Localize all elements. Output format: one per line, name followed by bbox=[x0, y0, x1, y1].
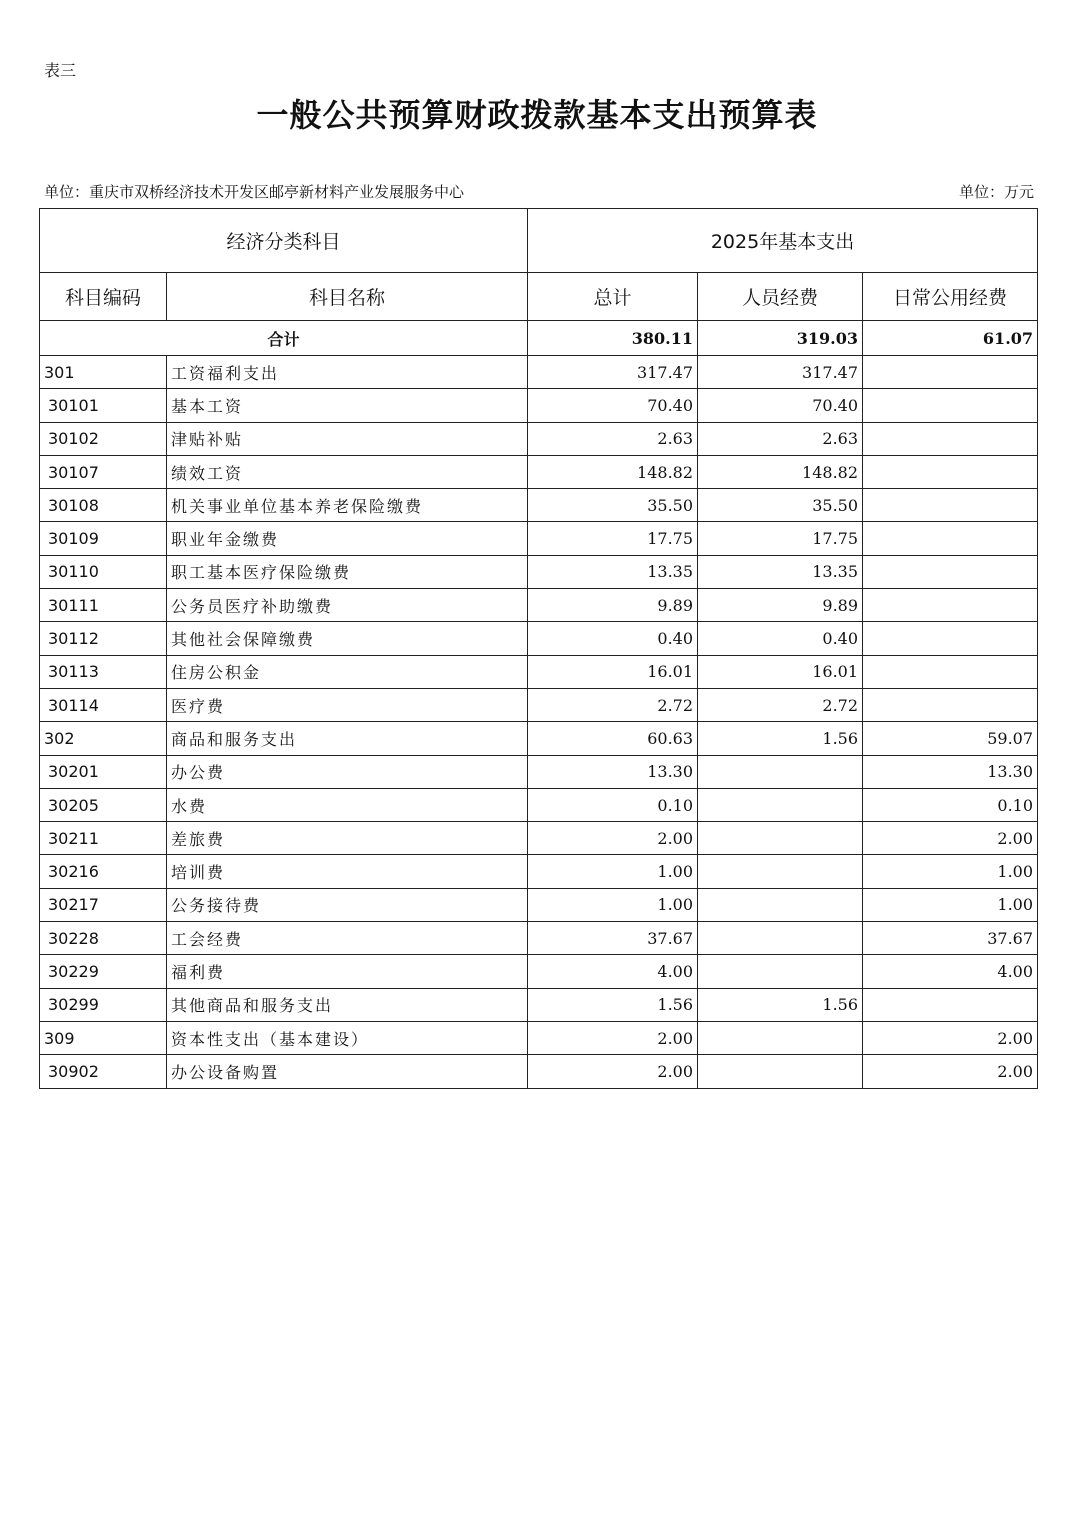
row-name: 其他社会保障缴费 bbox=[167, 622, 528, 655]
row-code: 30201 bbox=[40, 755, 167, 788]
row-personnel: 9.89 bbox=[698, 589, 863, 622]
row-total: 9.89 bbox=[528, 589, 698, 622]
row-personnel bbox=[698, 922, 863, 955]
row-personnel: 70.40 bbox=[698, 389, 863, 422]
table-row bbox=[40, 422, 1038, 455]
header-basic-expenditure-2025: 2025年基本支出 bbox=[528, 209, 1038, 273]
row-personnel: 148.82 bbox=[698, 455, 863, 488]
row-total: 1.56 bbox=[528, 988, 698, 1021]
row-name: 绩效工资 bbox=[167, 455, 528, 488]
row-public: 1.00 bbox=[863, 855, 1038, 888]
table-label: 表三 bbox=[44, 61, 77, 80]
row-total: 317.47 bbox=[528, 356, 698, 389]
header-economic-classification: 经济分类科目 bbox=[40, 209, 528, 273]
row-code: 309 bbox=[40, 1021, 167, 1054]
row-public: 2.00 bbox=[863, 1055, 1038, 1088]
row-total: 16.01 bbox=[528, 655, 698, 688]
row-code: 302 bbox=[40, 722, 167, 755]
page-title: 一般公共预算财政拨款基本支出预算表 bbox=[256, 96, 818, 134]
row-total: 1.00 bbox=[528, 855, 698, 888]
row-total: 2.00 bbox=[528, 822, 698, 855]
row-name: 医疗费 bbox=[167, 688, 528, 721]
row-public bbox=[863, 389, 1038, 422]
row-total: 4.00 bbox=[528, 955, 698, 988]
row-code: 301 bbox=[40, 356, 167, 389]
row-public: 37.67 bbox=[863, 922, 1038, 955]
table-row bbox=[40, 555, 1038, 588]
row-name: 办公费 bbox=[167, 755, 528, 788]
row-code: 30101 bbox=[40, 389, 167, 422]
row-code: 30229 bbox=[40, 955, 167, 988]
row-personnel bbox=[698, 1021, 863, 1054]
row-code: 30110 bbox=[40, 555, 167, 588]
header-code: 科目编码 bbox=[40, 273, 167, 321]
row-code: 30211 bbox=[40, 822, 167, 855]
row-public: 2.00 bbox=[863, 822, 1038, 855]
total-personnel: 319.03 bbox=[698, 321, 863, 356]
table-row bbox=[40, 622, 1038, 655]
table-row bbox=[40, 955, 1038, 988]
unit-organization: 单位：重庆市双桥经济技术开发区邮亭新材料产业发展服务中心 bbox=[44, 183, 465, 201]
row-public bbox=[863, 622, 1038, 655]
row-total: 2.72 bbox=[528, 688, 698, 721]
total-public: 61.07 bbox=[863, 321, 1038, 356]
row-public bbox=[863, 688, 1038, 721]
row-code: 30902 bbox=[40, 1055, 167, 1088]
row-total: 2.00 bbox=[528, 1021, 698, 1054]
row-public bbox=[863, 988, 1038, 1021]
row-public bbox=[863, 555, 1038, 588]
table-row bbox=[40, 788, 1038, 821]
row-public bbox=[863, 422, 1038, 455]
row-personnel bbox=[698, 955, 863, 988]
row-name: 福利费 bbox=[167, 955, 528, 988]
row-public bbox=[863, 455, 1038, 488]
header-public: 日常公用经费 bbox=[863, 273, 1038, 321]
table-row bbox=[40, 489, 1038, 522]
row-name: 资本性支出（基本建设） bbox=[167, 1021, 528, 1054]
header-name: 科目名称 bbox=[167, 273, 528, 321]
row-personnel: 1.56 bbox=[698, 722, 863, 755]
table-row bbox=[40, 722, 1038, 755]
row-name: 水费 bbox=[167, 788, 528, 821]
table-body bbox=[40, 321, 1038, 1089]
row-code: 30205 bbox=[40, 788, 167, 821]
table-row bbox=[40, 855, 1038, 888]
table-row bbox=[40, 822, 1038, 855]
row-name: 公务接待费 bbox=[167, 888, 528, 921]
row-personnel bbox=[698, 888, 863, 921]
row-code: 30114 bbox=[40, 688, 167, 721]
row-public: 13.30 bbox=[863, 755, 1038, 788]
row-public: 4.00 bbox=[863, 955, 1038, 988]
row-public: 0.10 bbox=[863, 788, 1038, 821]
table-row bbox=[40, 988, 1038, 1021]
row-total: 2.63 bbox=[528, 422, 698, 455]
row-personnel bbox=[698, 855, 863, 888]
row-total: 70.40 bbox=[528, 389, 698, 422]
row-personnel bbox=[698, 1055, 863, 1088]
row-personnel bbox=[698, 822, 863, 855]
row-code: 30299 bbox=[40, 988, 167, 1021]
row-name: 基本工资 bbox=[167, 389, 528, 422]
table-row bbox=[40, 356, 1038, 389]
row-total: 1.00 bbox=[528, 888, 698, 921]
row-name: 办公设备购置 bbox=[167, 1055, 528, 1088]
row-public: 2.00 bbox=[863, 1021, 1038, 1054]
total-label: 合计 bbox=[40, 321, 528, 356]
row-name: 差旅费 bbox=[167, 822, 528, 855]
row-name: 住房公积金 bbox=[167, 655, 528, 688]
row-total: 37.67 bbox=[528, 922, 698, 955]
row-personnel: 2.72 bbox=[698, 688, 863, 721]
row-public: 1.00 bbox=[863, 888, 1038, 921]
table-row bbox=[40, 688, 1038, 721]
row-public bbox=[863, 522, 1038, 555]
row-code: 30113 bbox=[40, 655, 167, 688]
row-personnel bbox=[698, 755, 863, 788]
row-personnel: 13.35 bbox=[698, 555, 863, 588]
row-public bbox=[863, 655, 1038, 688]
row-code: 30102 bbox=[40, 422, 167, 455]
row-name: 公务员医疗补助缴费 bbox=[167, 589, 528, 622]
row-total: 148.82 bbox=[528, 455, 698, 488]
row-total: 13.35 bbox=[528, 555, 698, 588]
row-code: 30108 bbox=[40, 489, 167, 522]
total-sum: 380.11 bbox=[528, 321, 698, 356]
header-personnel: 人员经费 bbox=[698, 273, 863, 321]
row-name: 其他商品和服务支出 bbox=[167, 988, 528, 1021]
row-name: 培训费 bbox=[167, 855, 528, 888]
row-personnel: 35.50 bbox=[698, 489, 863, 522]
row-total: 2.00 bbox=[528, 1055, 698, 1088]
table-row bbox=[40, 1021, 1038, 1054]
table-row bbox=[40, 389, 1038, 422]
row-personnel: 1.56 bbox=[698, 988, 863, 1021]
row-total: 60.63 bbox=[528, 722, 698, 755]
table-row bbox=[40, 522, 1038, 555]
table-row bbox=[40, 655, 1038, 688]
row-total: 13.30 bbox=[528, 755, 698, 788]
row-name: 商品和服务支出 bbox=[167, 722, 528, 755]
row-name: 机关事业单位基本养老保险缴费 bbox=[167, 489, 528, 522]
row-total: 0.40 bbox=[528, 622, 698, 655]
row-total: 35.50 bbox=[528, 489, 698, 522]
row-public bbox=[863, 356, 1038, 389]
row-public bbox=[863, 489, 1038, 522]
row-code: 30112 bbox=[40, 622, 167, 655]
row-personnel: 2.63 bbox=[698, 422, 863, 455]
table-row bbox=[40, 888, 1038, 921]
row-name: 津贴补贴 bbox=[167, 422, 528, 455]
row-name: 工会经费 bbox=[167, 922, 528, 955]
row-personnel bbox=[698, 788, 863, 821]
budget-table bbox=[39, 208, 1038, 1089]
row-code: 30217 bbox=[40, 888, 167, 921]
total-row bbox=[40, 321, 1038, 356]
row-name: 工资福利支出 bbox=[167, 356, 528, 389]
table-row bbox=[40, 755, 1038, 788]
row-code: 30228 bbox=[40, 922, 167, 955]
row-public bbox=[863, 589, 1038, 622]
row-code: 30216 bbox=[40, 855, 167, 888]
unit-currency: 单位：万元 bbox=[958, 183, 1034, 201]
row-code: 30109 bbox=[40, 522, 167, 555]
row-public: 59.07 bbox=[863, 722, 1038, 755]
row-name: 职工基本医疗保险缴费 bbox=[167, 555, 528, 588]
row-personnel: 16.01 bbox=[698, 655, 863, 688]
row-total: 0.10 bbox=[528, 788, 698, 821]
row-personnel: 0.40 bbox=[698, 622, 863, 655]
row-name: 职业年金缴费 bbox=[167, 522, 528, 555]
row-code: 30111 bbox=[40, 589, 167, 622]
row-code: 30107 bbox=[40, 455, 167, 488]
table-row bbox=[40, 922, 1038, 955]
row-personnel: 17.75 bbox=[698, 522, 863, 555]
row-personnel: 317.47 bbox=[698, 356, 863, 389]
header-total: 总计 bbox=[528, 273, 698, 321]
table-row bbox=[40, 589, 1038, 622]
table-row bbox=[40, 1055, 1038, 1088]
table-row bbox=[40, 455, 1038, 488]
row-total: 17.75 bbox=[528, 522, 698, 555]
